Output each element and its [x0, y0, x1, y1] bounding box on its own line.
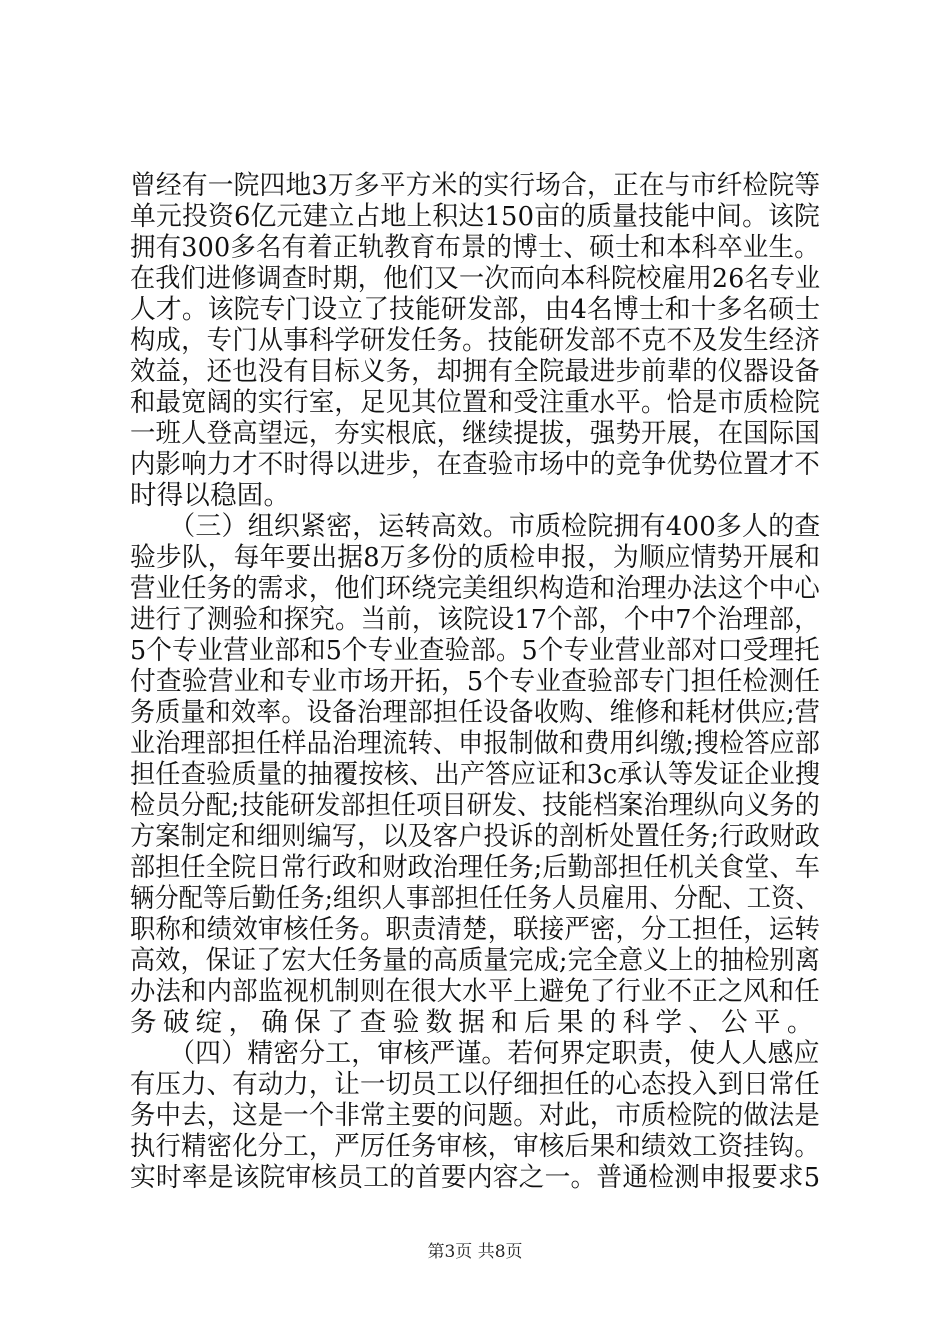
text-line: 方案制定和细则编写，以及客户投诉的剖析处置任务;行政财政 [130, 821, 821, 852]
text-line: （三）组织紧密，运转高效。市质检院拥有400多人的查 [130, 511, 821, 542]
text-line: 付查验营业和专业市场开拓，5个专业查验部专门担任检测任 [130, 666, 821, 697]
text-line: 务破绽，确保了查验数据和后果的科学、公平。 [130, 1007, 820, 1038]
text-line: 职称和绩效审核任务。职责清楚，联接严密，分工担任，运转 [130, 914, 820, 945]
text-line: 在我们进修调查时期，他们又一次而向本科院校雇用26名专业 [130, 263, 821, 294]
text-line: 人才。该院专门设立了技能研发部，由4名博士和十多名硕士 [130, 294, 821, 325]
page-footer: 第3页 共8页 [427, 1242, 523, 1262]
text-line: 部担任全院日常行政和财政治理任务;后勤部担任机关食堂、车 [130, 852, 821, 883]
text-line: 一班人登高望远，夯实根底，继续提拔，强势开展，在国际国 [130, 418, 820, 449]
text-line: 时得以稳固。 [130, 480, 291, 511]
text-line: 检员分配;技能研发部担任项目研发、技能档案治理纵向义务的 [130, 790, 821, 821]
text-line: 验步队，每年要出据8万多份的质检申报，为顺应情势开展和 [130, 542, 821, 573]
text-line: 有压力、有动力，让一切员工以仔细担任的心态投入到日常任 [130, 1069, 820, 1100]
document-body [130, 170, 830, 1193]
text-line: 务质量和效率。设备治理部担任设备收购、维修和耗材供应;营 [130, 697, 821, 728]
text-line: 实时率是该院审核员工的首要内容之一。普通检测申报要求5 [130, 1162, 821, 1193]
text-line: 辆分配等后勤任务;组织人事部担任任务人员雇用、分配、工资、 [130, 883, 820, 914]
text-line: 内影响力才不时得以进步，在查验市场中的竞争优势位置才不 [130, 449, 820, 480]
text-line: 构成，专门从事科学研发任务。技能研发部不克不及发生经济 [130, 325, 820, 356]
text-line: 务中去，这是一个非常主要的问题。对此，市质检院的做法是 [130, 1100, 820, 1131]
text-line: 进行了测验和探究。当前，该院设17个部，个中7个治理部， [130, 604, 820, 635]
text-line: 曾经有一院四地3万多平方米的实行场合，正在与市纤检院等 [130, 170, 821, 201]
text-line: 办法和内部监视机制则在很大水平上避免了行业不正之风和任 [130, 976, 820, 1007]
text-line: 拥有300多名有着正轨教育布景的博士、硕士和本科卒业生。 [130, 232, 820, 263]
text-line: 担任查验质量的抽覆按核、出产答应证和3c承认等发证企业搜 [130, 759, 821, 790]
text-line: 执行精密化分工，严厉任务审核，审核后果和绩效工资挂钩。 [130, 1131, 820, 1162]
text-line: （四）精密分工，审核严谨。若何界定职责，使人人感应 [130, 1038, 820, 1069]
text-line: 单元投资6亿元建立占地上积达150亩的质量技能中间。该院 [130, 201, 821, 232]
text-line: 营业任务的需求，他们环绕完美组织构造和治理办法这个中心 [130, 573, 820, 604]
text-line: 高效，保证了宏大任务量的高质量完成;完全意义上的抽检别离 [130, 945, 821, 976]
text-line: 和最宽阔的实行室，足见其位置和受注重水平。恰是市质检院 [130, 387, 820, 418]
text-line: 5个专业营业部和5个专业查验部。5个专业营业部对口受理托 [130, 635, 820, 666]
text-line: 效益，还也没有目标义务，却拥有全院最进步前辈的仪器设备 [130, 356, 820, 387]
text-line: 业治理部担任样品治理流转、申报制做和费用纠缴;搜检答应部 [130, 728, 821, 759]
